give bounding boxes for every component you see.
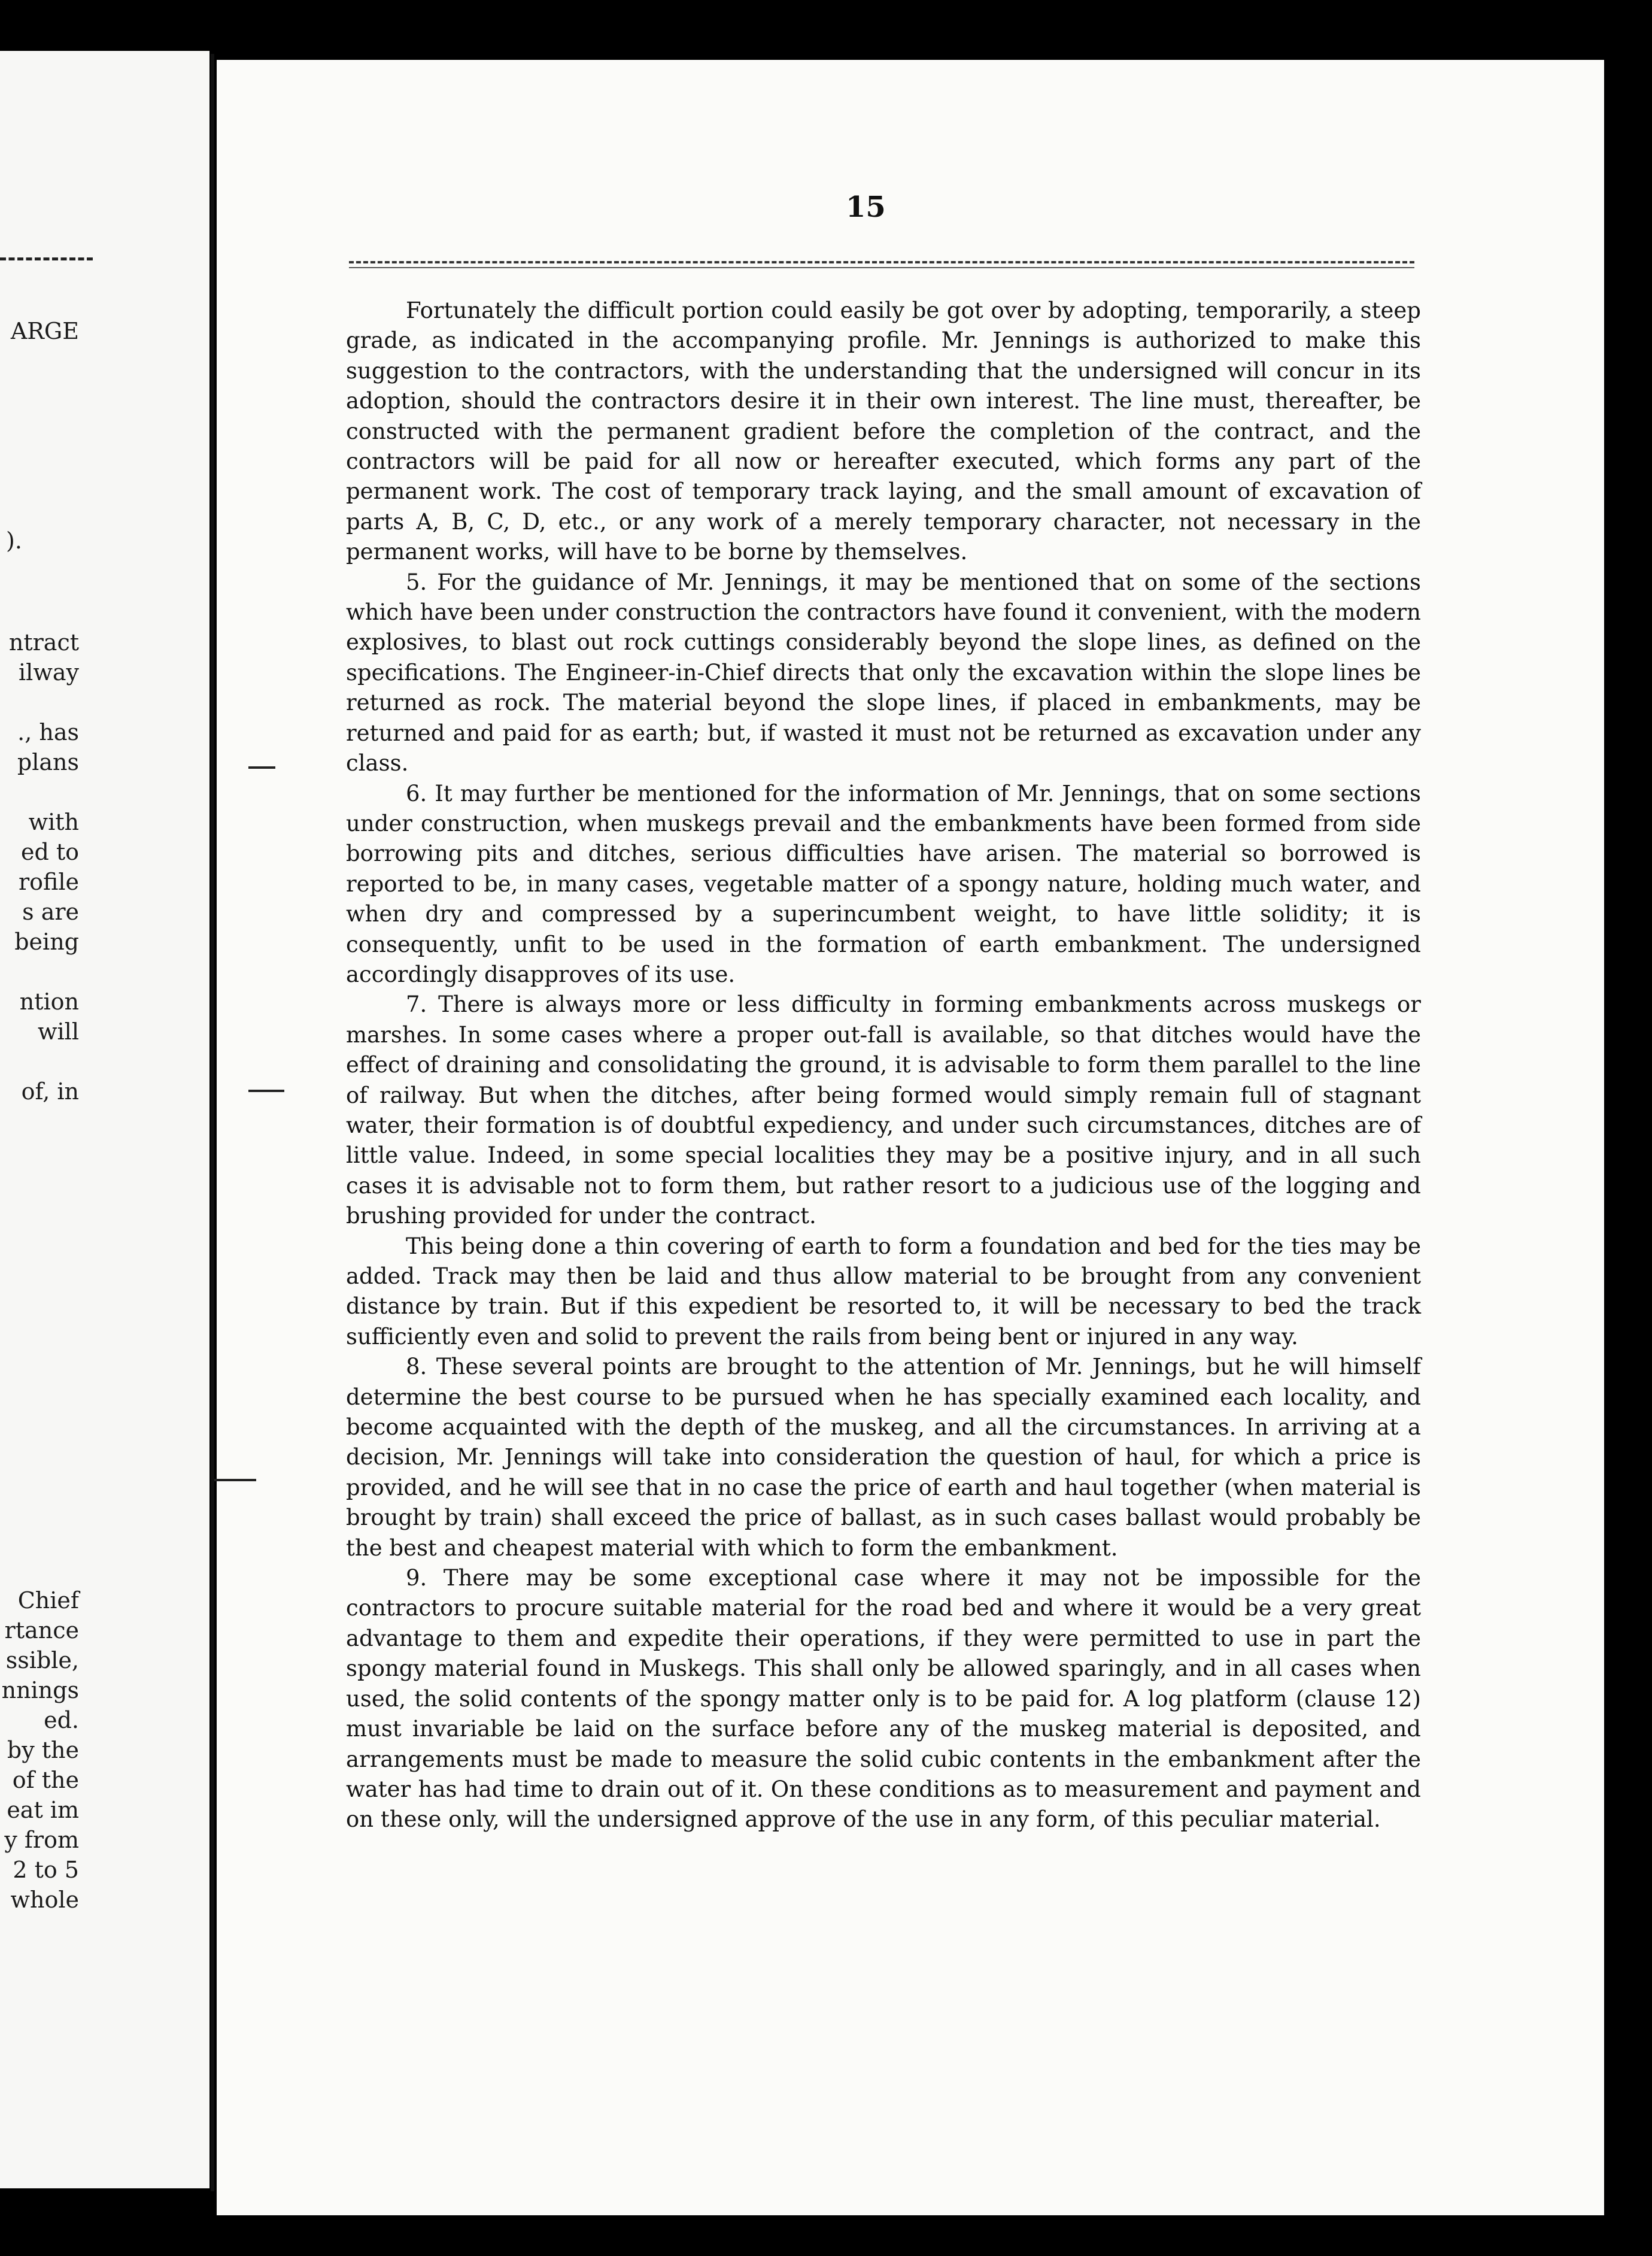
facing-page-fragment-text: ilway bbox=[19, 659, 79, 686]
facing-page-fragment-text: nnings bbox=[1, 1677, 79, 1703]
facing-page-fragment-text: rtance bbox=[4, 1617, 79, 1644]
facing-page-fragment-text: by the bbox=[7, 1737, 79, 1763]
paragraph-8: 8. These several points are brought to the attention of Mr. Jennings, but he will himself determine the best course to be pursued when he has specially examined each locality, and become acquainted with the depth of the muskeg, and all the circumstances. In arriving at a decision, Mr. Jennings will take into consideration the question of haul, for which a price is provided, and he will see that in no case the price of earth and haul together (when material is brought by train) shall exceed the price of ballast, as in such cases ballast would probably be the best and cheapest material with which to form the embankment. bbox=[346, 1354, 1421, 1561]
facing-page-fragment-text: being bbox=[14, 929, 79, 955]
facing-page-fragment bbox=[0, 51, 209, 2188]
header-rule-line bbox=[349, 267, 1414, 268]
facing-page-fragment-text: eat im bbox=[7, 1797, 79, 1823]
facing-page-fragment-text: ssible, bbox=[5, 1647, 79, 1673]
margin-mark bbox=[248, 1090, 284, 1092]
paragraph-1: Fortunately the difficult portion could easily be got over by adopting, temporarily, a steep grade, as indicated in the accompanying profile. Mr. Jennings is authorized to make this suggestion to the contractors, with the understanding that the undersigned will concur in its adoption, should the contractors desire it in their own interest. The line must, thereafter, be constructed with the permanent gradient before the completion of the contract, and the contractors will be paid for all now or hereafter executed, which forms any part of the permanent work. The cost of temporary track laying, and the small amount of excavation of parts A, B, C, D, etc., or any work of a merely temporary character, not necessary in the permanent works, will have to be borne by themselves. bbox=[346, 298, 1421, 565]
paragraph-7: 7. There is always more or less difficulty in forming embankments across muskegs or marshes. In some cases where a proper out-fall is available, so that ditches would have the effect of draining and consolidating the ground, it is advisable to form them parallel to the line of railway. But when the ditches, after being formed would simply remain full of stagnant water, their formation is of doubtful expediency, and under such circumstances, ditches are of little value. Indeed, in some special localities they may be a positive injury, and in all such cases it is advisable not to form them, but rather resort to a judicious use of the logging and brushing provided for under the contract. bbox=[346, 991, 1421, 1229]
facing-page-fragment-text: of, in bbox=[21, 1078, 79, 1105]
facing-page-fragment-text: y from bbox=[4, 1827, 79, 1853]
facing-page-fragment-text: plans bbox=[17, 749, 79, 775]
facing-page-fragment-text: whole bbox=[10, 1887, 79, 1913]
paragraph-7-continued: This being done a thin covering of earth to form a foundation and bed for the ties may be added. Track may then be laid and thus allow material to be brought from any convenient distance by train. But if this expedient be resorted to, it will be necessary to bed the track sufficiently even and solid to prevent the rails from being bent or injured in any way. bbox=[346, 1233, 1421, 1350]
facing-page-fragment-text: ARGE bbox=[10, 318, 79, 344]
facing-page-fragment-text: with bbox=[28, 809, 79, 835]
paragraph-6: 6. It may further be mentioned for the information of Mr. Jennings, that on some sections under construction, when muskegs prevail and the embankments have been formed from side borrowing pits and ditches, serious difficulties have arisen. The material so borrowed is reported to be, in many cases, vegetable matter of a spongy nature, holding much water, and when dry and compressed by a superincumbent weight, to have little solidity; it is consequently, unfit to be used in the formation of earth embankment. The undersigned accordingly disapproves of its use. bbox=[346, 780, 1421, 987]
facing-page-fragment-text: of the bbox=[12, 1767, 79, 1793]
facing-page-fragment-text: will bbox=[38, 1018, 79, 1045]
page-number: 15 bbox=[846, 190, 886, 224]
facing-page-fragment-text: ). bbox=[6, 527, 22, 554]
facing-page-fragment-text: ed. bbox=[44, 1707, 79, 1733]
facing-page-rule bbox=[0, 257, 93, 260]
body-text bbox=[346, 296, 1421, 1835]
header-rule bbox=[349, 261, 1414, 263]
facing-page-fragment-text: ntion bbox=[19, 988, 79, 1015]
margin-mark bbox=[214, 1479, 256, 1481]
facing-page-fragment-text: s are bbox=[22, 899, 79, 925]
facing-page-fragment-text: ., has bbox=[17, 719, 79, 745]
page-gutter bbox=[211, 54, 214, 2191]
paragraph-5: 5. For the guidance of Mr. Jennings, it may be mentioned that on some of the sections which have been under construction the contractors have found it convenient, with the modern explosives, to blast out rock cuttings considerably beyond the slope lines, as defined on the specifications. The Engineer-in-Chief directs that only the excavation within the slope lines be returned as rock. The material beyond the slope lines, if placed in embankments, may be returned and paid for as earth; but, if wasted it must not be returned as excavation under any class. bbox=[346, 569, 1421, 777]
paragraph-9: 9. There may be some exceptional case where it may not be impossible for the contractors to procure suitable material for the road bed and where it would be a very great advantage to them and expedite their operations, if they were permitted to use in part the spongy material found in Muskegs. This shall only be allowed sparingly, and in all cases when used, the solid contents of the spongy matter only is to be paid for. A log platform (clause 12) must invariable be laid on the surface before any of the muskeg material is deposited, and arrangements must be made to measure the solid cubic contents in the embankment after the water has had time to drain out of it. On these conditions as to measurement and payment and on these only, will the undersigned approve of the use in any form, of this peculiar material. bbox=[346, 1565, 1421, 1833]
facing-page-fragment-text: rofile bbox=[18, 869, 79, 895]
margin-mark bbox=[248, 766, 275, 769]
facing-page-fragment-text: ed to bbox=[20, 839, 79, 865]
facing-page-fragment-text: ntract bbox=[8, 629, 79, 656]
facing-page-fragment-text: 2 to 5 bbox=[13, 1857, 79, 1883]
facing-page-fragment-text: Chief bbox=[17, 1587, 79, 1614]
